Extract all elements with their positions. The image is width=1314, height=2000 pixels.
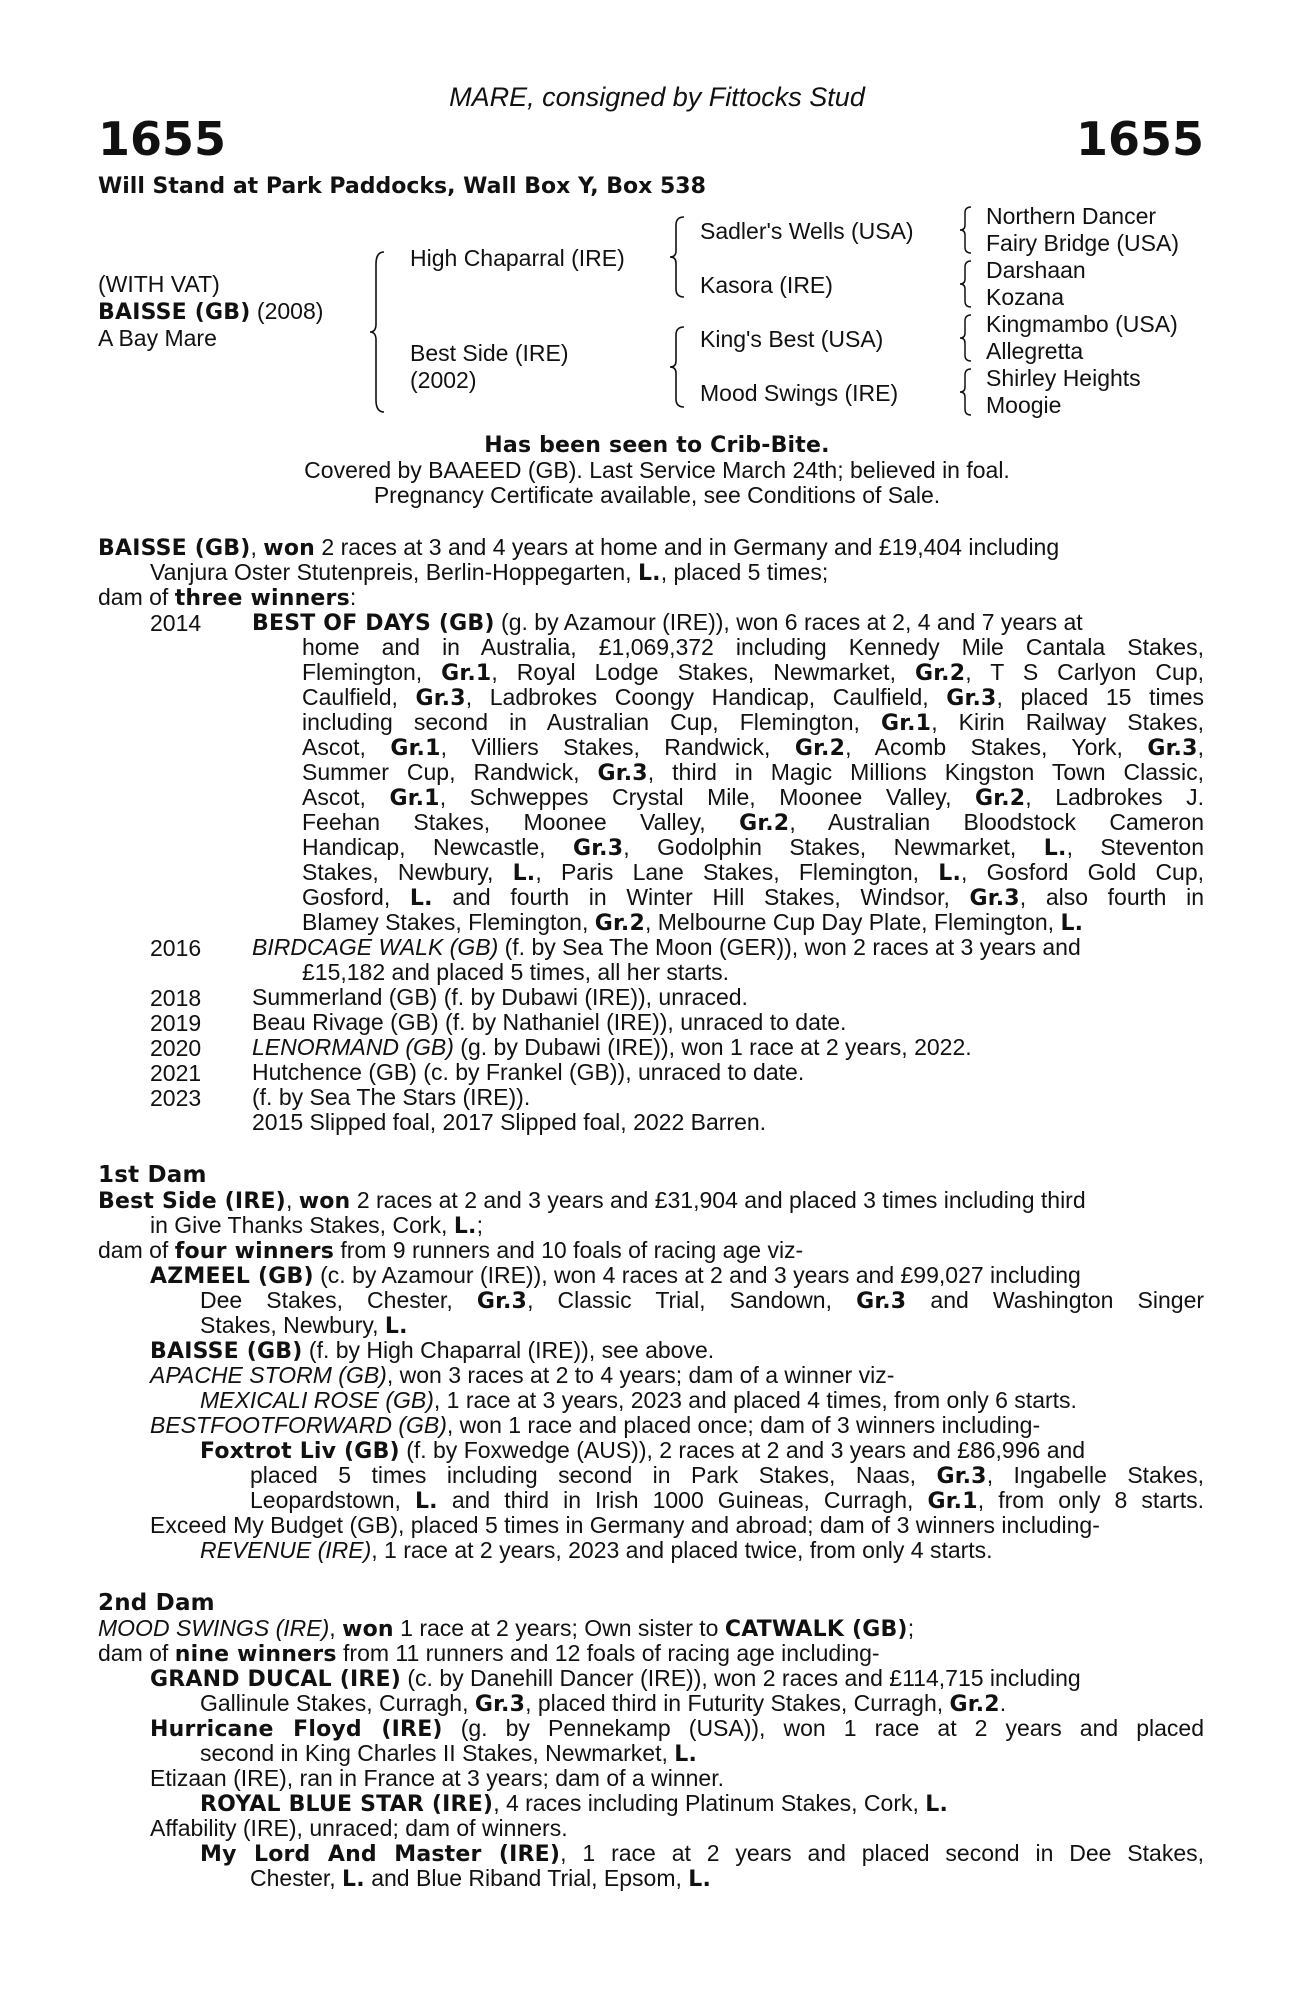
progeny-year: 2019 [150,1010,202,1036]
progeny-year: 2021 [150,1060,202,1086]
exceed-line: Exceed My Budget (GB), placed 5 times in Germany and abroad; dam of 3 winners including- [150,1512,1100,1538]
apache-line: APACHE STORM (GB), won 3 races at 2 to 4 years; dam of a winner viz- [150,1362,895,1388]
progeny-year: 2014 [150,610,202,636]
mexicali-line: MEXICALI ROSE (GB), 1 race at 3 years, 2023 and placed 4 times, from only 6 starts. [200,1387,1077,1413]
record-line-1: BAISSE (GB), won 2 races at 3 and 4 years at home and in Germany and £19,404 including [98,534,1060,561]
ds-dam: Allegretta [986,338,1084,364]
stand-location: Will Stand at Park Paddocks, Wall Box Y, Box 538 [98,174,706,199]
revenue-line: REVENUE (IRE), 1 race at 2 years, 2023 and placed twice, from only 4 starts. [200,1537,993,1563]
foxtrot-line-3: Leopardstown, L. and third in Irish 1000 Guineas, Curragh, Gr.1, from only 8 starts. [250,1487,1205,1514]
bod-line-1: BEST OF DAYS (GB) (g. by Azamour (IRE)), won 6 races at 2, 4 and 7 years at [252,609,1083,636]
azmeel-line-1: AZMEEL (GB) (c. by Azamour (IRE)), won 4 races at 2 and 3 years and £99,027 including [150,1262,1081,1289]
dd-sire: Shirley Heights [986,365,1141,391]
sale-notes [0,433,1314,508]
dam2-line-1: MOOD SWINGS (IRE), won 1 race at 2 years; Own sister to CATWALK (GB); [98,1615,915,1642]
azmeel-line-3: Stakes, Newbury, L. [200,1312,408,1339]
lot-number-right: 1655 [1075,112,1204,166]
pedigree-brace-dd [958,367,974,417]
dam1-line-1: Best Side (IRE), won 2 races at 2 and 3 years and £31,904 and placed 3 times including third [98,1187,1086,1214]
grand-ducal-line-1: GRAND DUCAL (IRE) (c. by Danehill Dancer (IRE)), won 2 races and £114,715 including [150,1665,1081,1692]
etizaan-line: Etizaan (IRE), ran in France at 3 years; dam of a winner. [150,1765,724,1791]
dam-name: Best Side (IRE) [410,340,569,366]
bod-line-4: Caulfield, Gr.3, Ladbrokes Coongy Handicap, Caulfield, Gr.3, placed 15 times [302,684,1205,711]
bod-line-11: Stakes, Newbury, L., Paris Lane Stakes, Flemington, L., Gosford Gold Cup, [302,859,1205,886]
certificate-note: Pregnancy Certificate available, see Conditions of Sale. [373,482,941,508]
progeny-entry: Hutchence (GB) (c. by Frankel (GB)), unraced to date. [252,1059,805,1085]
hurricane-line-1: Hurricane Floyd (IRE) (g. by Pennekamp (USA)), won 1 race at 2 years and placed [150,1715,1204,1742]
sire-sire: Sadler's Wells (USA) [700,218,914,244]
ds-sire: Kingmambo (USA) [986,311,1178,337]
dd-dam: Moogie [986,392,1062,418]
my-lord-line-2: Chester, L. and Blue Riband Trial, Epsom, L. [250,1865,712,1892]
pedigree-brace-sd [958,259,974,309]
consignment-line: MARE, consigned by Fittocks Stud [449,82,865,112]
pedigree-brace-ss [958,205,974,255]
bod-line-7: Summer Cup, Randwick, Gr.3, third in Magic Millions Kingston Town Classic, [302,759,1205,786]
pedigree-brace-sire [668,215,688,300]
sd-sire: Darshaan [986,257,1086,283]
pedigree-brace-dam [668,325,688,410]
pedigree-brace-main [368,250,390,415]
record-line-2: Vanjura Oster Stutenpreis, Berlin-Hoppegarten, L., placed 5 times; [150,559,829,586]
my-lord-line-1: My Lord And Master (IRE), 1 race at 2 years and placed second in Dee Stakes, [200,1840,1204,1867]
subject-title [98,298,323,325]
dam-sire: King's Best (USA) [700,326,884,352]
sire-dam: Kasora (IRE) [700,272,833,298]
bestfootforward-line: BESTFOOTFORWARD (GB), won 1 race and placed once; dam of 3 winners including- [150,1412,1041,1438]
progeny-year: 2018 [150,985,202,1011]
birdcage-line-2: £15,182 and placed 5 times, all her starts. [302,959,730,985]
second-dam-heading: 2nd Dam [98,1590,215,1616]
progeny-entry: Beau Rivage (GB) (f. by Nathaniel (IRE)), unraced to date. [252,1009,847,1035]
progeny-year: 2023 [150,1085,202,1111]
royal-blue-star-line: ROYAL BLUE STAR (IRE), 4 races including Platinum Stakes, Cork, L. [200,1790,949,1817]
bod-line-6: Ascot, Gr.1, Villiers Stakes, Randwick, Gr.2, Acomb Stakes, York, Gr.3, [302,734,1205,761]
progeny-entry: (f. by Sea The Stars (IRE)). [252,1084,531,1110]
bod-line-12: Gosford, L. and fourth in Winter Hill Stakes, Windsor, Gr.3, also fourth in [302,884,1205,911]
bod-line-5: including second in Australian Cup, Flemington, Gr.1, Kirin Railway Stakes, [302,709,1204,736]
progeny-year: 2016 [150,935,202,961]
bod-line-10: Handicap, Newcastle, Gr.3, Godolphin Stakes, Newmarket, L., Steventon [302,834,1204,861]
subject-name: BAISSE (GB) [98,300,251,325]
progeny-entry: LENORMAND (GB) (g. by Dubawi (IRE)), won 1 race at 2 years, 2022. [252,1034,972,1060]
dam2-line-2: dam of nine winners from 11 runners and 12 foals of racing age including- [98,1640,880,1667]
ss-dam: Fairy Bridge (USA) [986,230,1179,256]
crib-bite-warning: Has been seen to Crib-Bite. [484,433,830,458]
dam-year: (2002) [410,367,477,393]
slipped-note: 2015 Slipped foal, 2017 Slipped foal, 2022 Barren. [252,1109,767,1135]
sd-dam: Kozana [986,284,1065,310]
bod-line-8: Ascot, Gr.1, Schweppes Crystal Mile, Moonee Valley, Gr.2, Ladbrokes J. [302,784,1205,811]
first-dam-heading: 1st Dam [98,1162,207,1188]
record-line-3: dam of three winners: [98,584,357,611]
birdcage-line-1: BIRDCAGE WALK (GB) (f. by Sea The Moon (GER)), won 2 races at 3 years and [252,934,1081,960]
grand-ducal-line-2: Gallinule Stakes, Curragh, Gr.3, placed third in Futurity Stakes, Curragh, Gr.2. [200,1690,1007,1717]
subject-description: A Bay Mare [98,325,217,351]
covered-note: Covered by BAAEED (GB). Last Service March 24th; believed in foal. [304,457,1010,483]
foxtrot-line-2: placed 5 times including second in Park Stakes, Naas, Gr.3, Ingabelle Stakes, [250,1462,1205,1489]
hurricane-line-2: second in King Charles II Stakes, Newmarket, L. [200,1740,698,1767]
lot-number-left: 1655 [98,112,227,166]
foxtrot-line-1: Foxtrot Liv (GB) (f. by Foxwedge (AUS)), 2 races at 2 and 3 years and £86,996 and [200,1437,1086,1464]
dam1-line-3: dam of four winners from 9 runners and 10 foals of racing age viz- [98,1237,804,1264]
dam1-line-2: in Give Thanks Stakes, Cork, L.; [150,1212,483,1239]
progeny-year: 2020 [150,1035,202,1061]
vat-note: (WITH VAT) [98,271,220,297]
affability-line: Affability (IRE), unraced; dam of winners. [150,1815,568,1841]
progeny-entry: Summerland (GB) (f. by Dubawi (IRE)), unraced. [252,984,748,1010]
subject-year: (2008) [256,298,324,324]
dam-dam: Mood Swings (IRE) [700,380,899,406]
ss-sire: Northern Dancer [986,203,1157,229]
pedigree-brace-ds [958,313,974,363]
baisse-line: BAISSE (GB) (f. by High Chaparral (IRE)), see above. [150,1337,715,1364]
bod-line-3: Flemington, Gr.1, Royal Lodge Stakes, Newmarket, Gr.2, T S Carlyon Cup, [302,659,1204,686]
azmeel-line-2: Dee Stakes, Chester, Gr.3, Classic Trial, Sandown, Gr.3 and Washington Singer [200,1287,1205,1314]
sire-name: High Chaparral (IRE) [410,245,625,271]
bod-line-9: Feehan Stakes, Moonee Valley, Gr.2, Australian Bloodstock Cameron [302,809,1205,836]
bod-line-2: home and in Australia, £1,069,372 including Kennedy Mile Cantala Stakes, [302,634,1204,660]
bod-line-13: Blamey Stakes, Flemington, Gr.2, Melbourne Cup Day Plate, Flemington, L. [302,909,1084,936]
